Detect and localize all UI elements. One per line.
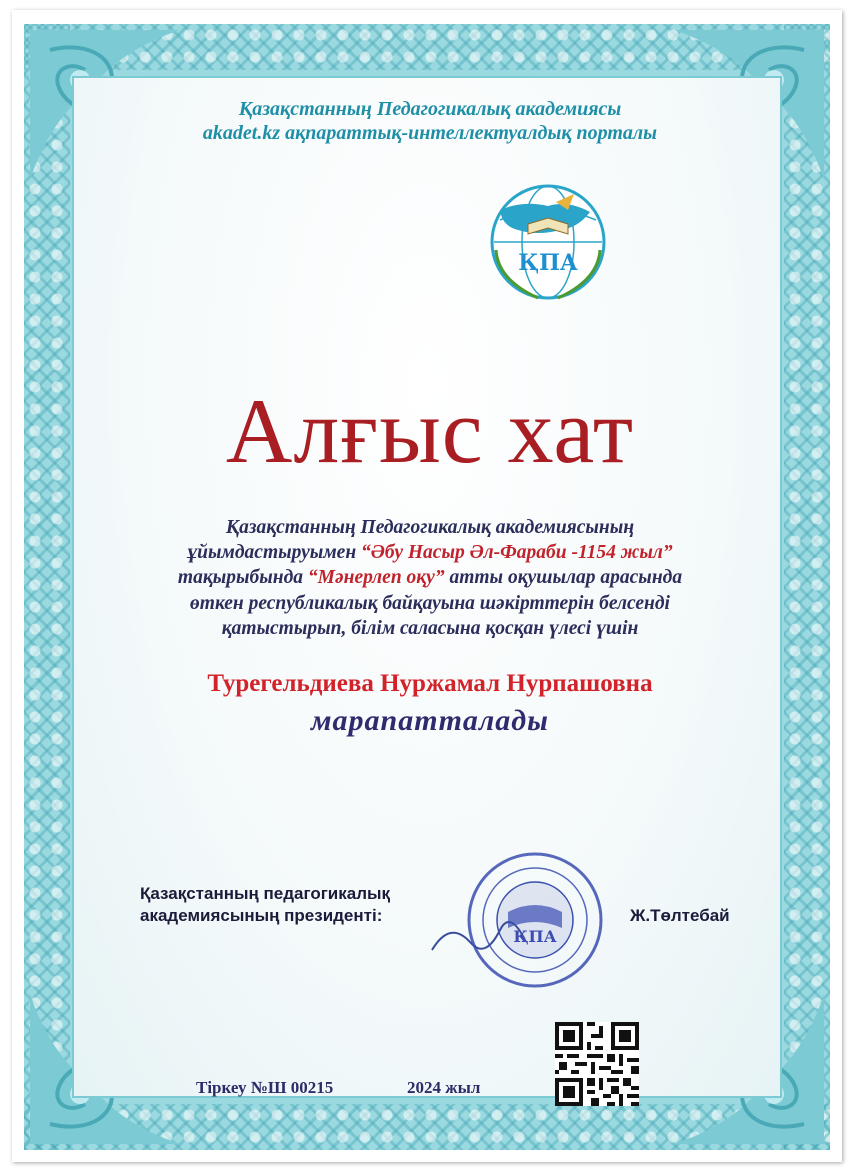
seal-text: ҚПА xyxy=(513,927,557,946)
body-line-5: қатыстырып, білім саласына қосқан үлесі үшін xyxy=(221,618,639,639)
body-line-2 xyxy=(90,541,770,565)
contest-title: “Мәнерлеп оқу” xyxy=(307,567,445,588)
signatory-title-line-2: академиясының президенті: xyxy=(140,906,383,925)
frame-pattern-left xyxy=(24,24,70,1150)
body-line-4: өткен республикалық байқауына шәкірттерін белсенді xyxy=(190,593,670,614)
body-line-3-prefix: тақырыбында xyxy=(177,567,308,588)
official-seal xyxy=(430,850,610,990)
logo-text: ҚПА xyxy=(518,250,578,276)
signatory-title-line-1: Қазақстанның педагогикалық xyxy=(140,884,391,903)
recipient-name: Турегельдиева Нуржамал Нурпашовна xyxy=(207,670,653,697)
qr-code xyxy=(555,1022,639,1106)
body-line-2-prefix: ұйымдастыруымен xyxy=(187,542,362,563)
body-line-1: Қазақстанның Педагогикалық академиясының xyxy=(225,517,635,538)
frame-pattern-right xyxy=(784,24,830,1150)
event-title: “Әбу Насыр Әл-Фараби -1154 жыл” xyxy=(361,542,673,563)
kpa-logo xyxy=(478,180,618,310)
certificate-title: Алғыс хат xyxy=(225,380,635,482)
signatory-name: Ж.Төлтебай xyxy=(630,906,730,925)
body-line-3 xyxy=(90,566,770,590)
registration-number: Тіркеу №Ш 00215 xyxy=(196,1078,334,1097)
header-portal-name: akadet.kz ақпараттық-интеллектуалдық порталы xyxy=(202,122,658,144)
issue-year: 2024 жыл xyxy=(407,1078,481,1097)
body-line-3-suffix: атты оқушылар арасында xyxy=(444,567,683,588)
header-academy-name: Қазақстанның Педагогикалық академиясы xyxy=(238,98,622,120)
awarded-text: марапатталады xyxy=(311,704,549,737)
